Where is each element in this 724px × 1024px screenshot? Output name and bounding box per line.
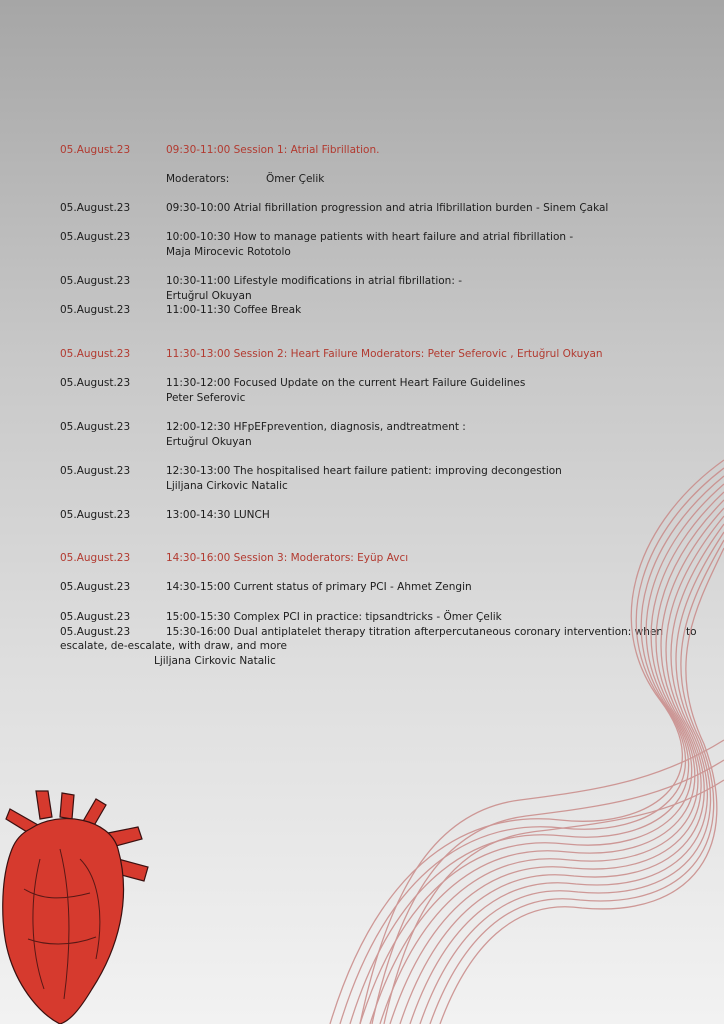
talk-title: 15:30-16:00 Dual antiplatelet therapy titration afterpercutaneous coronary intervention: when: [166, 626, 664, 638]
moderators-label: Moderators:: [166, 173, 230, 185]
talk-title: 14:30-15:00 Current status of primary PCI - Ahmet Zengin: [166, 581, 472, 593]
talk-title-continued: escalate, de-escalate, with draw, and more: [60, 640, 287, 652]
talk-date: 05.August.23: [60, 304, 131, 316]
talk-date: 05.August.23: [60, 509, 131, 521]
session-title: 11:30-13:00 Session 2: Heart Failure Moderators: Peter Seferovic , Ertuğrul Okuyan: [166, 348, 603, 360]
talk-title: 09:30-10:00 Atrial fibrillation progression and atria lfibrillation burden - Sinem Çakal: [166, 202, 609, 214]
talk-title: 11:30-12:00 Focused Update on the current Heart Failure Guidelines: [166, 377, 526, 389]
session-title: 14:30-16:00 Session 3: Moderators: Eyüp Avcı: [166, 552, 409, 564]
talk-speaker: Maja Mirocevic Rototolo: [166, 246, 291, 258]
talk-title: 12:30-13:00 The hospitalised heart failure patient: improving decongestion: [166, 465, 562, 477]
talk-date: 05.August.23: [60, 626, 131, 638]
session-title: 09:30-11:00 Session 1: Atrial Fibrillation.: [166, 144, 380, 156]
talk-speaker: Ertuğrul Okuyan: [166, 290, 252, 302]
talk-date: 05.August.23: [60, 611, 131, 623]
talk-title: 13:00-14:30 LUNCH: [166, 509, 270, 521]
talk-title: 10:00-10:30 How to manage patients with heart failure and atrial fibrillation -: [166, 231, 574, 243]
session-date: 05.August.23: [60, 348, 131, 360]
talk-speaker: Ertuğrul Okuyan: [166, 436, 252, 448]
talk-title: 15:00-15:30 Complex PCI in practice: tipsandtricks - Ömer Çelik: [166, 611, 502, 623]
moderators-name: Ömer Çelik: [266, 173, 325, 185]
talk-date: 05.August.23: [60, 421, 131, 433]
session-date: 05.August.23: [60, 552, 131, 564]
talk-date: 05.August.23: [60, 465, 131, 477]
heart-illustration: [0, 789, 160, 1024]
talk-title-trail: to: [686, 626, 697, 638]
talk-title: 11:00-11:30 Coffee Break: [166, 304, 302, 316]
talk-date: 05.August.23: [60, 202, 131, 214]
talk-speaker: Ljiljana Cirkovic Natalic: [166, 480, 288, 492]
talk-speaker: Peter Seferovic: [166, 392, 246, 404]
talk-title: 12:00-12:30 HFpEFprevention, diagnosis, andtreatment :: [166, 421, 466, 433]
talk-date: 05.August.23: [60, 377, 131, 389]
talk-date: 05.August.23: [60, 275, 131, 287]
talk-speaker: Ljiljana Cirkovic Natalic: [154, 655, 276, 667]
talk-date: 05.August.23: [60, 231, 131, 243]
session-date: 05.August.23: [60, 144, 131, 156]
talk-date: 05.August.23: [60, 581, 131, 593]
talk-title: 10:30-11:00 Lifestyle modifications in atrial fibrillation: -: [166, 275, 463, 287]
